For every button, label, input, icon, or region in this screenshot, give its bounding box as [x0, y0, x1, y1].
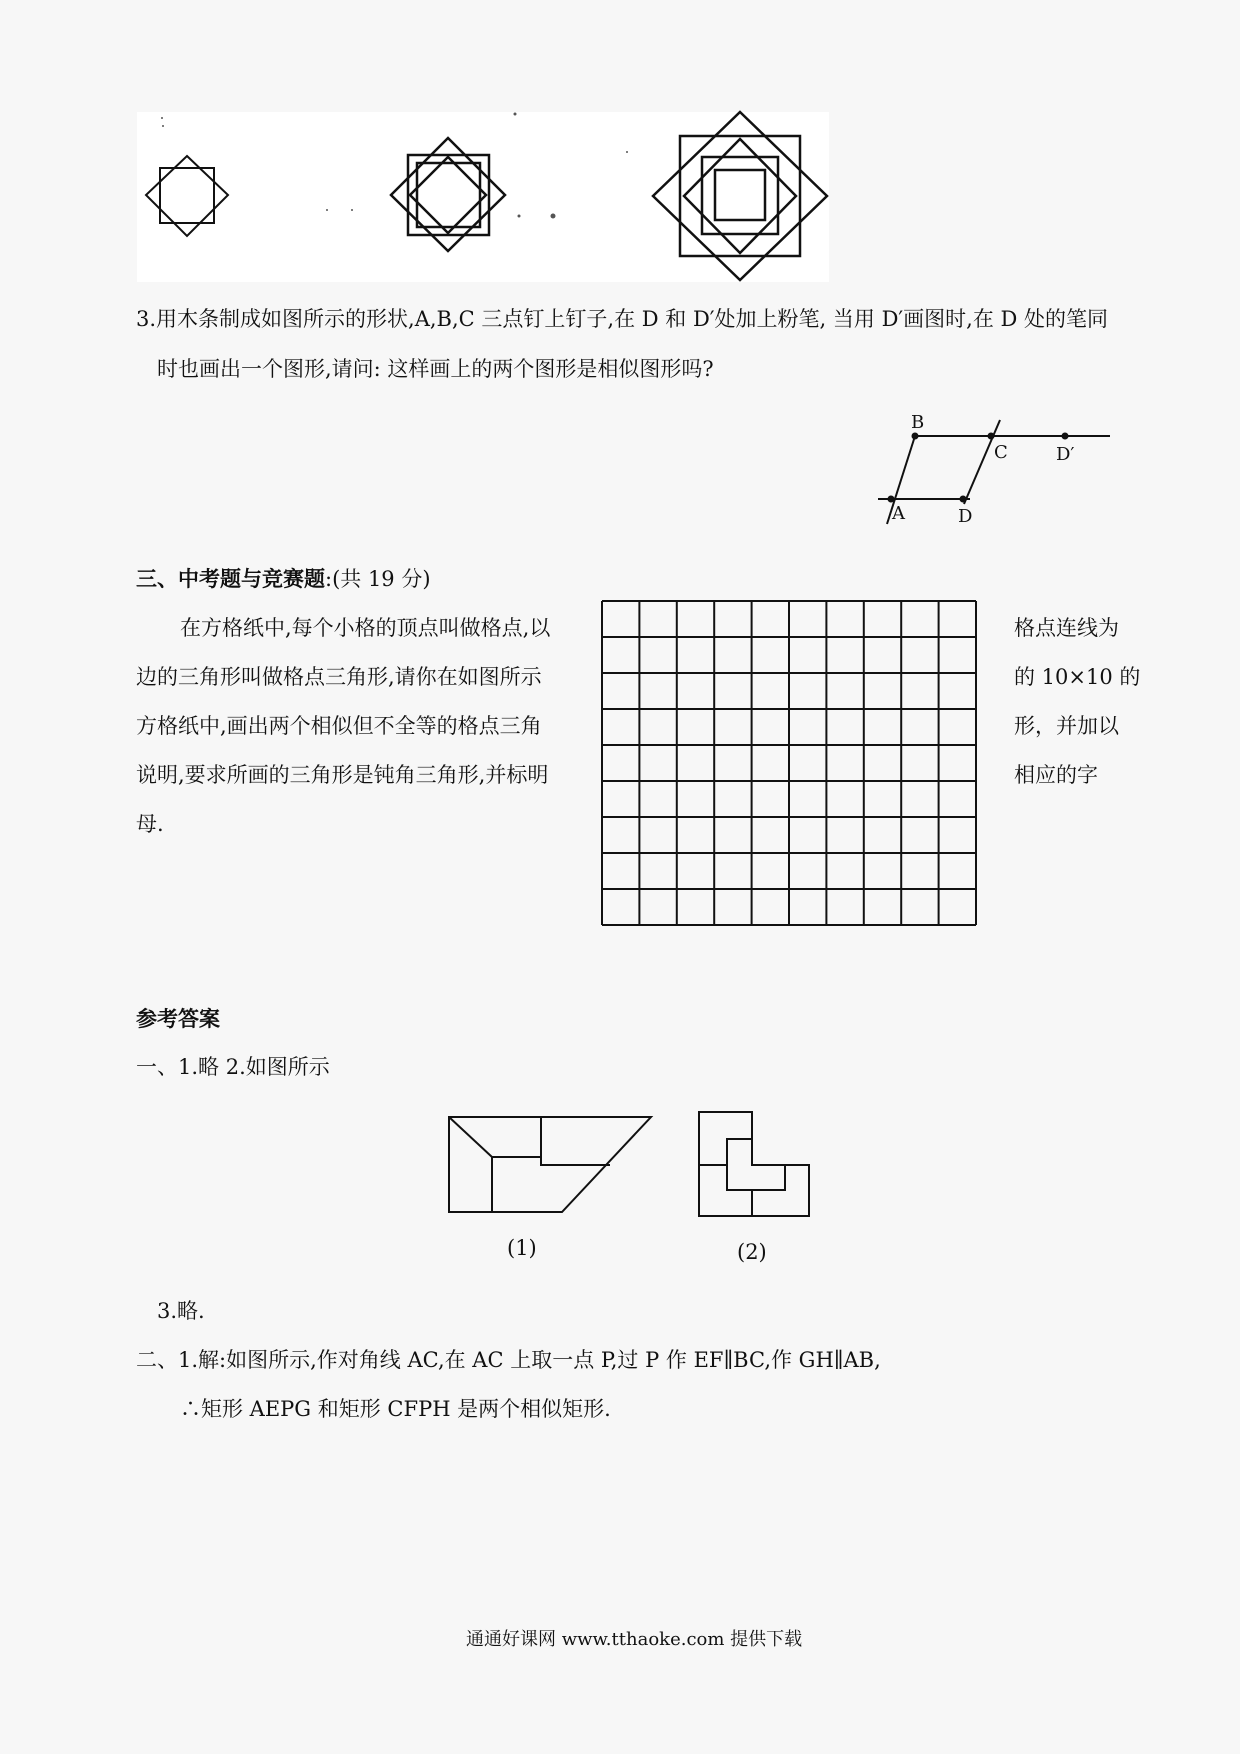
q3-text-line2: 时也画出一个图形,请问: 这样画上的两个图形是相似图形吗?: [157, 357, 714, 381]
label-A: A: [892, 503, 905, 524]
section3-right-line-1: 格点连线为: [1014, 616, 1119, 640]
answer-figure-2-caption: (2): [737, 1240, 767, 1264]
section3-right-line-4: 相应的字: [1014, 763, 1098, 787]
section3-left-line-1: 在方格纸中,每个小格的顶点叫做格点,以: [180, 616, 551, 640]
answer-figure-1: [447, 1115, 653, 1215]
section3-heading: 三、中考题与竞赛题: [136, 566, 325, 591]
section3-right-line-2: 的 10×10 的: [1014, 665, 1141, 689]
section3-left-line-3: 方格纸中,画出两个相似但不全等的格点三角: [136, 714, 542, 738]
label-D-prime: D′: [1056, 444, 1075, 465]
section3-left-line-5: 母.: [136, 812, 164, 836]
nested-squares-drawing: [137, 112, 829, 282]
answers-line-4: 二、1.解:如图所示,作对角线 AC,在 AC 上取一点 P,过 P 作 EF∥BC,作 GH∥AB,: [136, 1348, 881, 1372]
section3-heading-row: [136, 567, 431, 591]
section3-left-line-2: 边的三角形叫做格点三角形,请你在如图所示: [136, 665, 542, 689]
nested-squares-figure: [137, 112, 829, 282]
label-B: B: [911, 412, 925, 433]
answers-line-1: 一、1.略 2.如图所示: [136, 1055, 330, 1079]
section3-left-line-4: 说明,要求所画的三角形是钝角三角形,并标明: [136, 763, 549, 787]
section3-right-line-3: 形，并加以: [1014, 714, 1119, 738]
answers-line-5: ∴矩形 AEPG 和矩形 CFPH 是两个相似矩形.: [180, 1397, 611, 1421]
label-D: D: [958, 506, 973, 527]
answer-figure-1-caption: (1): [507, 1236, 537, 1260]
label-C: C: [994, 442, 1008, 463]
answers-line-3: 3.略.: [157, 1299, 205, 1323]
section3-score: :(共 19 分): [325, 567, 431, 591]
pantograph-figure: [870, 408, 1110, 528]
grid-paper-figure: [600, 599, 978, 927]
answers-heading: 参考答案: [136, 1006, 220, 1031]
footer-text: 通通好课网 www.tthaoke.com 提供下载: [466, 1629, 803, 1650]
q3-text-line1: 3.用木条制成如图所示的形状,A,B,C 三点钉上钉子,在 D 和 D′处加上粉笔, 当用 D′画图时,在 D 处的笔同: [136, 307, 1109, 331]
answer-figure-2: [697, 1110, 811, 1218]
